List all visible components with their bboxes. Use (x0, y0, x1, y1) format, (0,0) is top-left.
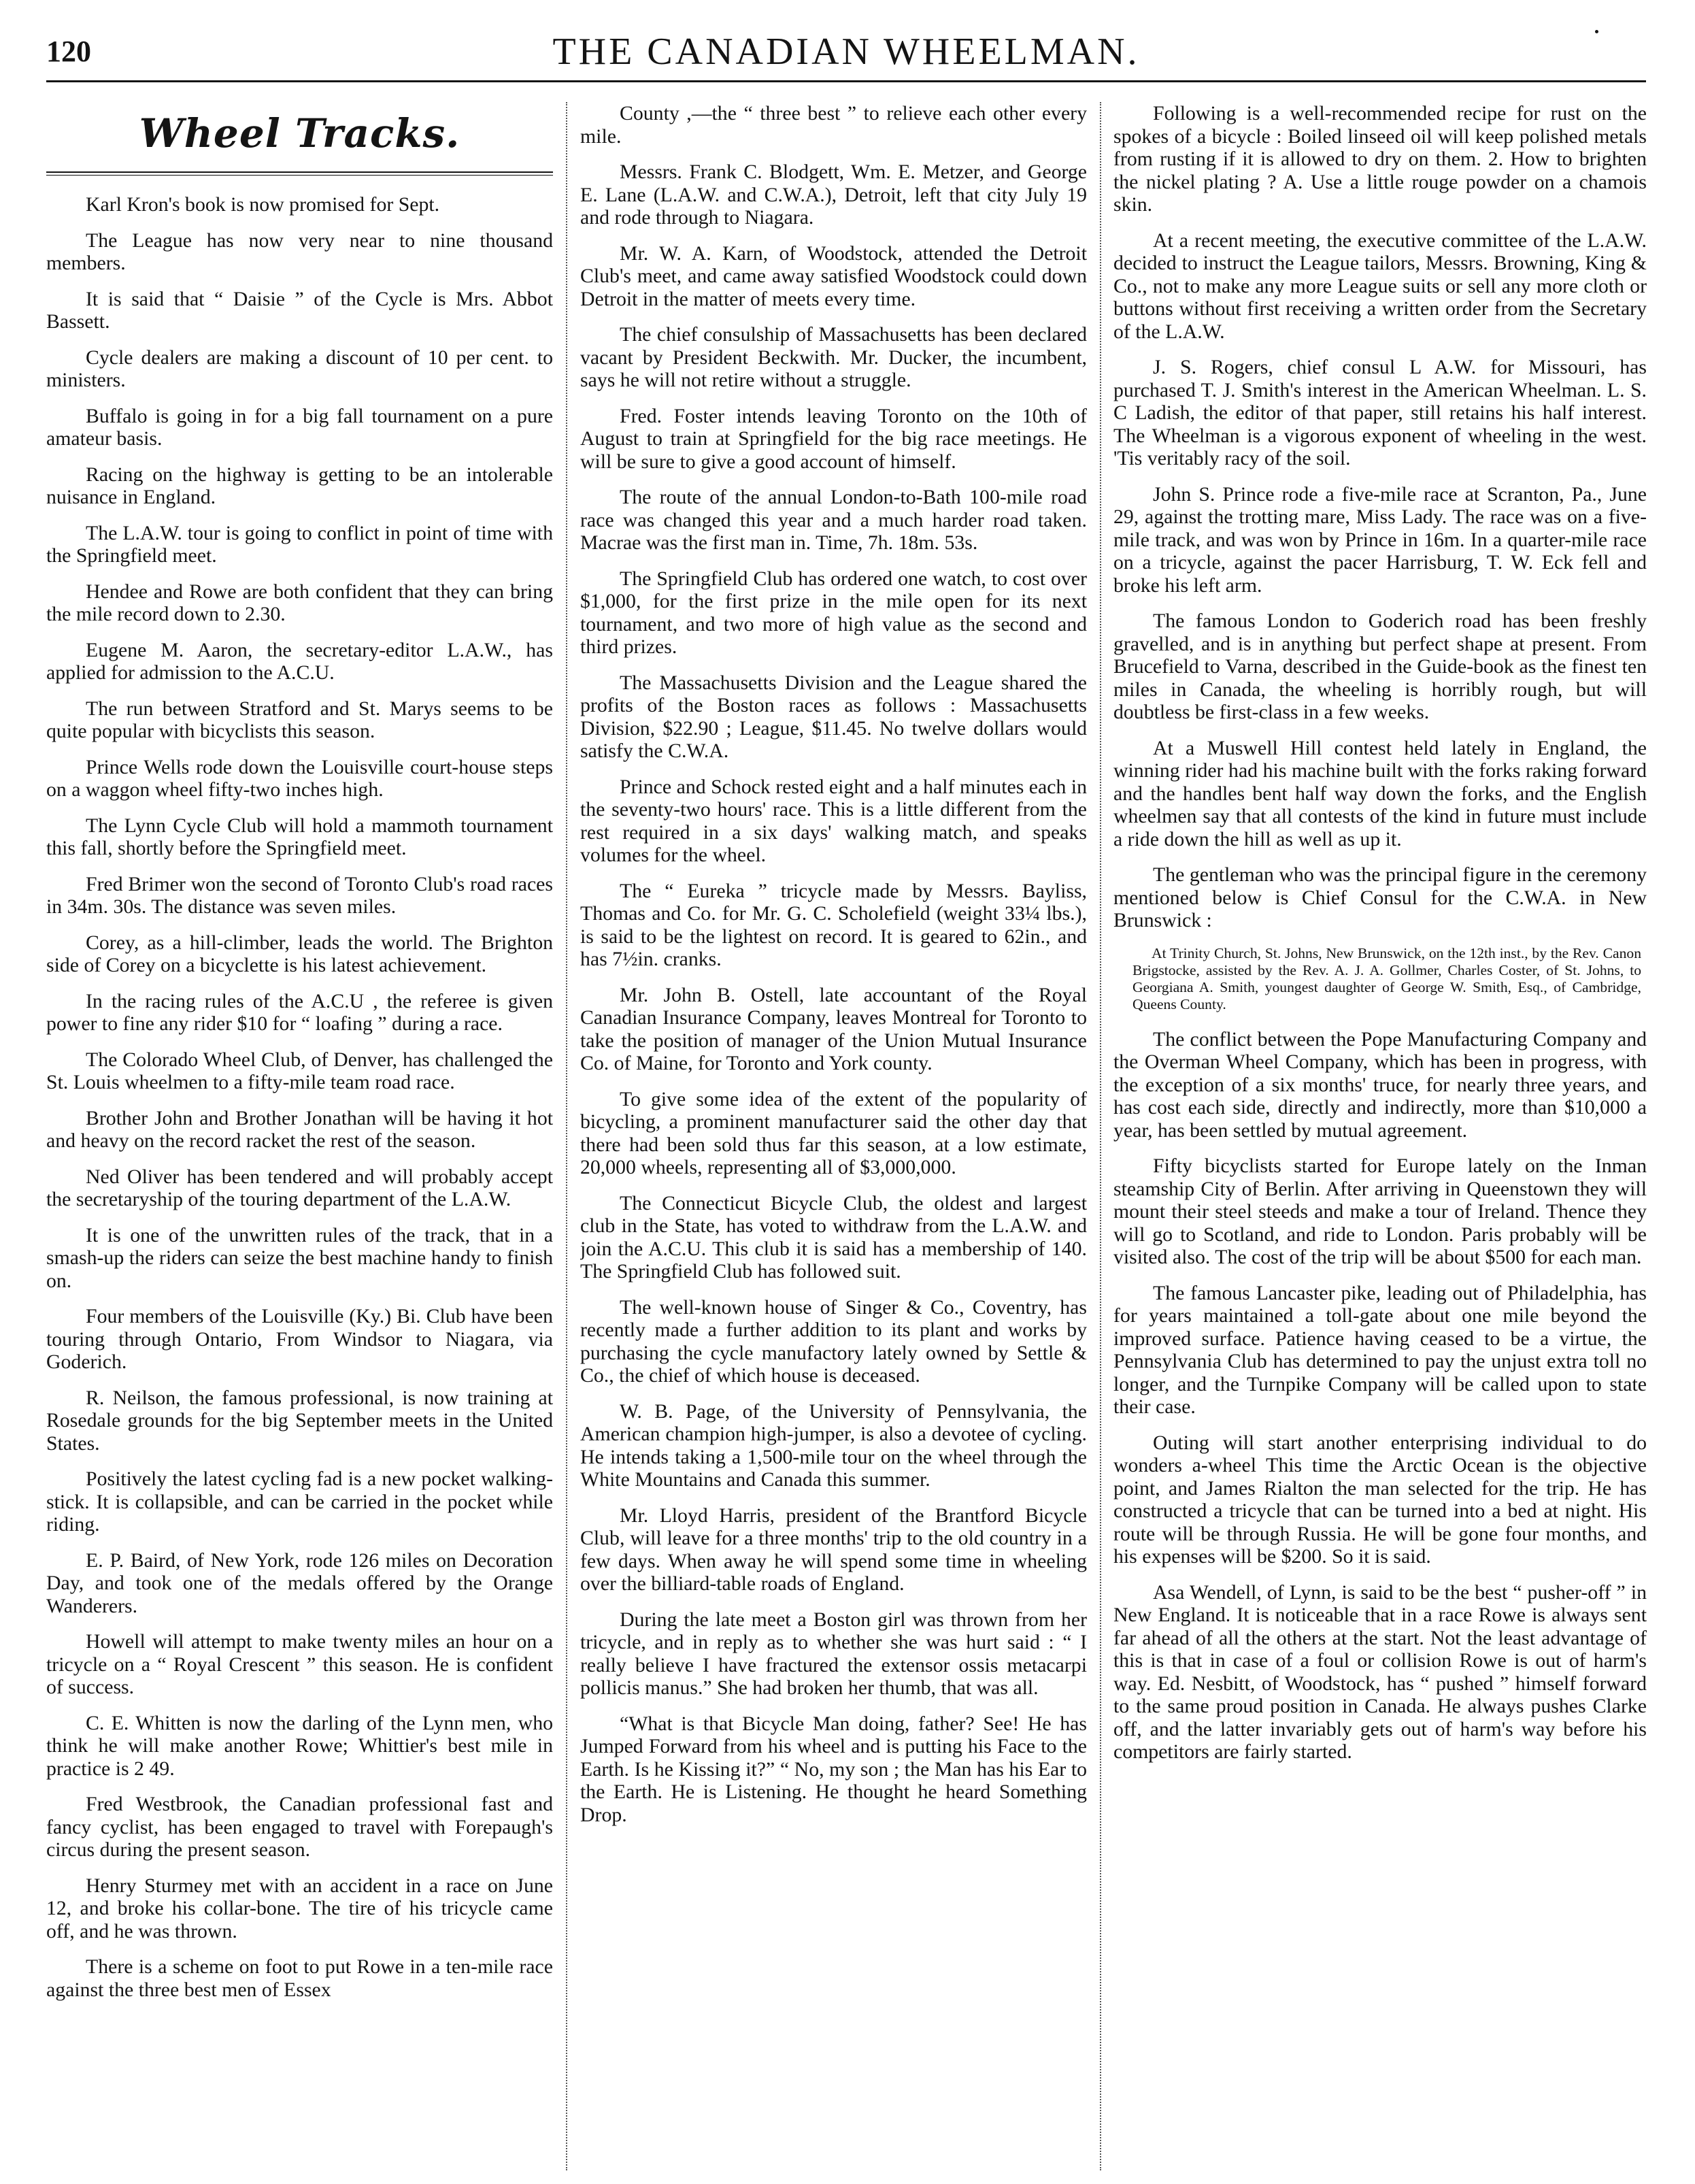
news-item: C. E. Whitten is now the darling of the Lynn men, who think he will make another Rowe; Whittier's best mile in practice is 2 49. (46, 1711, 553, 1780)
news-item: In the racing rules of the A.C.U , the referee is given power to fine any rider $10 for “ loafing ” during a race. (46, 989, 553, 1035)
page-number: 120 (46, 35, 91, 68)
news-item: The chief consulship of Massachusetts has been declared vacant by President Beckwith. Mr. Ducker, the incumbent, says he will not retire without a struggle. (580, 323, 1087, 391)
news-item: The Colorado Wheel Club, of Denver, has challenged the St. Louis wheelmen to a fifty-mile team road race. (46, 1048, 553, 1093)
title-rule (46, 171, 553, 176)
news-item: Fred. Foster intends leaving Toronto on the 10th of August to train at Springfield for the big race meetings. He will be sure to give a good account of himself. (580, 404, 1087, 473)
news-item: The route of the annual London-to-Bath 100-mile road race was changed this year and a much harder road taken. Macrae was the first man in. Time, 7h. 18m. 53s. (580, 486, 1087, 554)
section-title: Wheel Tracks. (139, 110, 460, 156)
news-item: Outing will start another enterprising individual to do wonders a-wheel This time the Arctic Ocean is the objective point, and James Rialton the man selected for the trip. He has constructed a tricycle that can be turned into a bed at night. His route will be through Russia. He will be gone four months, and his expenses will be $200. So it is said. (1113, 1431, 1647, 1568)
news-item: The Connecticut Bicycle Club, the oldest and largest club in the State, has voted to withdraw from the L.A.W. and join the A.C.U. This club it is said has a membership of 140. The Springfield Club has followed suit. (580, 1191, 1087, 1283)
news-item: The Lynn Cycle Club will hold a mammoth tournament this fall, shortly before the Springfield meet. (46, 814, 553, 859)
news-item: Brother John and Brother Jonathan will be having it hot and heavy on the record racket the rest of the season. (46, 1106, 553, 1152)
news-item: The famous Lancaster pike, leading out of Philadelphia, has for years maintained a toll-gate about one mile beyond the improved surface. Patience having ceased to be a virtue, the Pennsylvania Club has determined to pay the unjust extra toll no longer, and the Turnpike Company will be called upon to state their case. (1113, 1281, 1647, 1418)
news-item: Buffalo is going in for a big fall tournament on a pure amateur basis. (46, 404, 553, 450)
news-item: Mr. Lloyd Harris, president of the Brantford Bicycle Club, will leave for a three months' trip to the old country in a few days. When away he will spend some time in wheeling over the billiard-table roads of England. (580, 1504, 1087, 1595)
masthead: THE CANADIAN WHEELMAN. (552, 31, 1140, 73)
news-item: “What is that Bicycle Man doing, father? See! He has Jumped Forward from his wheel and is putting his Face to the Earth. Is he Kissing it?” “ No, my son ; the Man has his Ear to the Earth. He is Listening. He thought he heard Something Drop. (580, 1712, 1087, 1826)
news-item: The League has now very near to nine thousand members. (46, 229, 553, 274)
page-header (46, 27, 1646, 82)
news-item: Asa Wendell, of Lynn, is said to be the best “ pusher-off ” in New England. It is noticeable that in a race Rowe is always sent far ahead of all the others at the start. Not the least advantage of this is that in case of a foul or collision Rowe is out of harm's way. Ed. Nesbitt, of Woodstock, has “ pushed ” himself forward to the same proud position in Canada. He always pushes Clarke off, and the latter invariably gets out of harm's way before his competitors are fairly started. (1113, 1581, 1647, 1763)
news-item: County ,—the “ three best ” to relieve each other every mile. (580, 102, 1087, 148)
column-divider (566, 102, 567, 2170)
news-item: The run between Stratford and St. Marys seems to be quite popular with bicyclists this season. (46, 697, 553, 742)
news-item: Positively the latest cycling fad is a new pocket walking-stick. It is collapsible, and can be carried in the pocket while riding. (46, 1468, 553, 1536)
column-3 (1113, 102, 1647, 2170)
news-item: The well-known house of Singer & Co., Coventry, has recently made a further addition to its plant and works by purchasing the cycle manufactory lately owned by Settle & Co., the chief of which house is deceased. (580, 1295, 1087, 1387)
news-item: Racing on the highway is getting to be an intolerable nuisance in England. (46, 463, 553, 508)
news-item: J. S. Rogers, chief consul L A.W. for Missouri, has purchased T. J. Smith's interest in the American Wheelman. L. S. C Ladish, the editor of that paper, still retains his half interest. The Wheelman is a vigorous exponent of wheeling in the west. 'Tis veritably racy of the soil. (1113, 356, 1647, 469)
news-item: The conflict between the Pope Manufacturing Company and the Overman Wheel Company, which has been in progress, with the exception of a six months' truce, for nearly three years, and has cost each side, directly and indirectly, more than $10,000 a year, has been settled by mutual agreement. (1113, 1027, 1647, 1142)
news-item: Messrs. Frank C. Blodgett, Wm. E. Metzer, and George E. Lane (L.A.W. and C.W.A.), Detroit, left that city July 19 and rode through to Niagara. (580, 161, 1087, 229)
news-item: W. B. Page, of the University of Pennsylvania, the American champion high-jumper, is also a devotee of cycling. He intends taking a 1,500-mile tour on the wheel through the White Mountains and Canada this summer. (580, 1400, 1087, 1491)
news-item: Prince and Schock rested eight and a half minutes each in the seventy-two hours' race. This is a little different from the rest required in a six days' walking match, and speaks volumes for the wheel. (580, 775, 1087, 866)
news-item: John S. Prince rode a five-mile race at Scranton, Pa., June 29, against the trotting mare, Miss Lady. The race was on a five-mile track, and was won by Prince in 16m. In a quarter-mile race on a tricycle, against the pacer Harrisburg, T. W. Eck fell and broke his left arm. (1113, 482, 1647, 597)
news-item: To give some idea of the extent of the popularity of bicycling, a prominent manufacturer said the other day that there had been sold thus far this season, at a low estimate, 20,000 wheels, representing all of $3,000,000. (580, 1087, 1087, 1178)
news-item: Howell will attempt to make twenty miles an hour on a tricycle on a “ Royal Crescent ” this season. He is confident of success. (46, 1630, 553, 1698)
news-item: Fred Westbrook, the Canadian professional fast and fancy cyclist, has been engaged to travel with Forepaugh's circus during the present season. (46, 1793, 553, 1861)
column-2 (580, 102, 1087, 2170)
news-item: Henry Sturmey met with an accident in a race on June 12, and broke his collar-bone. The tire of his tricycle came off, and he was thrown. (46, 1874, 553, 1942)
print-speck (1595, 30, 1598, 33)
news-item: Mr. John B. Ostell, late accountant of the Royal Canadian Insurance Company, leaves Montreal for Toronto to take the position of manager of the Union Mutual Insurance Co. of Maine, for Toronto and York county. (580, 983, 1087, 1074)
news-item: Eugene M. Aaron, the secretary-editor L.A.W., has applied for admission to the A.C.U. (46, 638, 553, 684)
news-item: The Springfield Club has ordered one watch, to cost over $1,000, for the first prize in the mile open for its next tournament, and two more of high value as the second and third prizes. (580, 567, 1087, 658)
column-3-body (1113, 102, 1647, 932)
news-item: E. P. Baird, of New York, rode 126 miles on Decoration Day, and took one of the medals offered by the Orange Wanderers. (46, 1549, 553, 1617)
news-item: Karl Kron's book is now promised for Sept. (86, 193, 440, 216)
wedding-notice: At Trinity Church, St. Johns, New Brunswick, on the 12th inst., by the Rev. Canon Brigstocke, assisted by the Rev. A. J. A. Gollmer, Charles Coster, of St. Johns, to Georgiana A. Smith, youngest daughter of George W. Smith, Esq., of Cambridge, Queens County. (1132, 944, 1641, 1012)
news-item: At a Muswell Hill contest held lately in England, the winning rider had his machine built with the forks raking forward and the handles bent half way down the forks, and the English wheelmen say that all contests of the kind in future must include a ride down the hill as well as up it. (1113, 736, 1647, 850)
column-2-body (580, 102, 1087, 1826)
news-item: There is a scheme on foot to put Rowe in a ten-mile race against the three best men of Essex (46, 1955, 553, 2001)
news-item: The famous London to Goderich road has been freshly gravelled, and is in anything but perfect shape at present. From Brucefield to Varna, described in the Guide-book as the finest ten miles in Canada, the wheeling is horribly rough, but will doubtless be first-class in a few weeks. (1113, 610, 1647, 723)
news-item: Fifty bicyclists started for Europe lately on the Inman steamship City of Berlin. After arriving in Queenstown they will mount their steel steeds and make a tour of Ireland. Thence they will go to Scotland, and ride to London. Paris probably will be visited also. The cost of the trip will be about $500 for each man. (1113, 1155, 1647, 1268)
news-item: The L.A.W. tour is going to conflict in point of time with the Springfield meet. (46, 521, 553, 567)
news-item: At a recent meeting, the executive committee of the L.A.W. decided to instruct the League tailors, Messrs. Browning, King & Co., not to make any more League suits or sell any more cloth or buttons without first receiving a written order from the Secretary of the L.A.W. (1113, 229, 1647, 343)
news-item: Prince Wells rode down the Louisville court-house steps on a waggon wheel fifty-two inches high. (46, 755, 553, 801)
news-item: The gentleman who was the principal figure in the ceremony mentioned below is Chief Consul for the C.W.A. in New Brunswick : (1113, 863, 1647, 931)
news-item: Following is a well-recommended recipe for rust on the spokes of a bicycle : Boiled linseed oil will keep polished metals from rusting if it is allowed to dry on them. 2. How to brighten the nickel plating ? A. Use a little rouge powder on a chamois skin. (1113, 102, 1647, 216)
news-item: It is said that “ Daisie ” of the Cycle is Mrs. Abbot Bassett. (46, 287, 553, 333)
column-divider (1100, 102, 1101, 2170)
news-item: The Massachusetts Division and the League shared the profits of the Boston races as follows : Massachusetts Division, $22.90 ; League, $11.45. No twelve dollars would satisfy the C.W.A. (580, 671, 1087, 762)
news-item: During the late meet a Boston girl was thrown from her tricycle, and in reply as to whether she was hurt said : “ I really believe I have fractured the extensor ossis metacarpi pollicis manus.” She had broken her thumb, that was all. (580, 1608, 1087, 1699)
news-item: The “ Eureka ” tricycle made by Messrs. Bayliss, Thomas and Co. for Mr. G. C. Scholefield (weight 33¼ lbs.), is said to be the lightest on record. It is geared to 62in., and has 7½in. cranks. (580, 879, 1087, 970)
news-item: Four members of the Louisville (Ky.) Bi. Club have been touring through Ontario, From Windsor to Niagara, via Goderich. (46, 1305, 553, 1373)
news-item: Fred Brimer won the second of Toronto Club's road races in 34m. 30s. The distance was seven miles. (46, 872, 553, 918)
news-item: Hendee and Rowe are both confident that they can bring the mile record down to 2.30. (46, 580, 553, 625)
news-item: R. Neilson, the famous professional, is now training at Rosedale grounds for the big September meets in the United States. (46, 1386, 553, 1455)
news-item: Ned Oliver has been tendered and will probably accept the secretaryship of the touring department of the L.A.W. (46, 1165, 553, 1210)
news-item: It is one of the unwritten rules of the track, that in a smash-up the riders can seize the best machine handy to finish on. (46, 1223, 553, 1292)
column-1-body (46, 193, 553, 2001)
column-1 (46, 102, 553, 2170)
news-item: Cycle dealers are making a discount of 10 per cent. to ministers. (46, 346, 553, 391)
news-item: Corey, as a hill-climber, leads the world. The Brighton side of Corey on a bicyclette is his latest achievement. (46, 931, 553, 976)
column-3-body-after (1113, 1028, 1647, 1764)
news-item: Mr. W. A. Karn, of Woodstock, attended the Detroit Club's meet, and came away satisfied Woodstock could down Detroit in the matter of meets every time. (580, 242, 1087, 310)
